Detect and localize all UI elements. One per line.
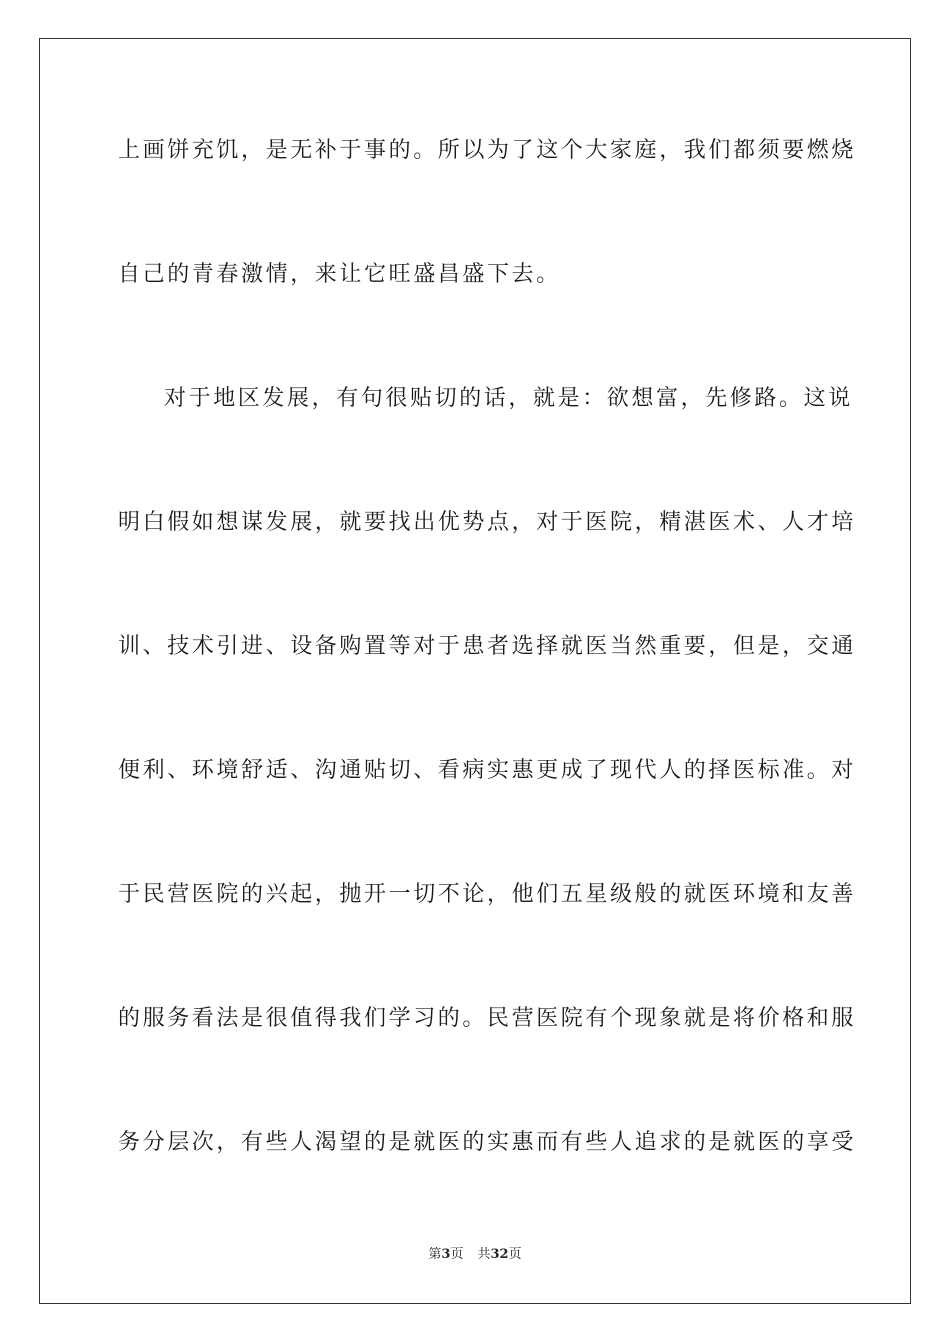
- text-line: 的服务看法是很值得我们学习的。民营医院有个现象就是将价格和服: [118, 1006, 857, 1031]
- text-line: 明白假如想谋发展，就要找出优势点，对于医院，精湛医术、人才培: [118, 510, 857, 535]
- page-border: [39, 38, 911, 1304]
- page-number: 3: [441, 1247, 451, 1262]
- text-line: 便利、环境舒适、沟通贴切、看病实惠更成了现代人的择医标准。对: [118, 758, 857, 783]
- text-line: 自己的青春激情，来让它旺盛昌盛下去。: [118, 262, 561, 287]
- page-prefix: 第: [428, 1247, 442, 1262]
- page-suffix: 页: [450, 1247, 464, 1262]
- total-suffix: 页: [508, 1247, 522, 1262]
- text-line: 务分层次，有些人渴望的是就医的实惠而有些人追求的是就医的享受: [118, 1130, 857, 1155]
- text-line: 训、技术引进、设备购置等对于患者选择就医当然重要，但是，交通: [118, 634, 857, 659]
- text-line: 上画饼充饥，是无补于事的。所以为了这个大家庭，我们都须要燃烧: [118, 138, 857, 163]
- total-prefix: 共: [477, 1247, 491, 1262]
- text-line: 于民营医院的兴起，抛开一切不论，他们五星级般的就医环境和友善: [118, 882, 857, 907]
- total-pages: 32: [490, 1247, 509, 1262]
- page-footer: [0, 1246, 950, 1264]
- paragraph-first-line: 对于地区发展，有句很贴切的话，就是：欲想富，先修路。这说: [164, 386, 853, 411]
